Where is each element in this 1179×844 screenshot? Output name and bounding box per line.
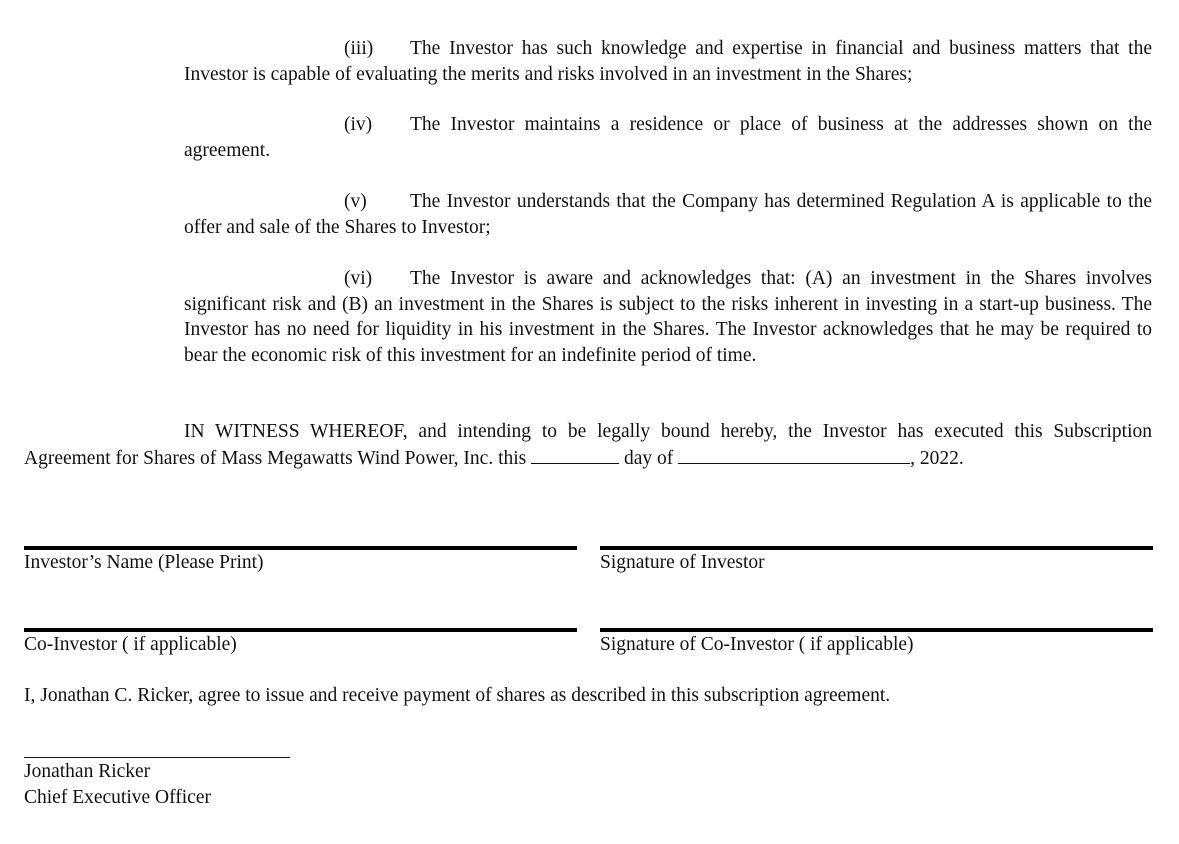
day-blank[interactable] xyxy=(531,445,619,464)
clause-iii xyxy=(184,36,1152,87)
co-investor-label: Co-Investor ( if applicable) xyxy=(24,634,237,655)
witness-paragraph xyxy=(24,419,1152,471)
investor-name-label: Investor’s Name (Please Print) xyxy=(24,552,264,573)
witness-year: , 2022. xyxy=(910,447,964,469)
witness-day-word: day of xyxy=(624,447,674,469)
co-investor-signature-label: Signature of Co-Investor ( if applicable) xyxy=(600,634,914,655)
witness-lead: IN WITNESS WHEREOF, and intending to be legally bound hereby, the Investor has executed this Subscription Agreement for Shares of Mass Megawatts Wind Power, Inc. this xyxy=(24,421,1152,469)
clause-v xyxy=(184,189,1152,240)
issuer-statement: I, Jonathan C. Ricker, agree to issue and receive payment of shares as described in this subscription agreement. xyxy=(24,685,891,706)
clause-text: The Investor maintains a residence or place of business at the addresses shown on the agreement. xyxy=(184,114,1152,161)
clause-text: The Investor has such knowledge and expertise in financial and business matters that the Investor is capable of evaluating the merits and risks involved in an investment in the Shares; xyxy=(184,38,1152,85)
officer-signature-line[interactable] xyxy=(24,757,290,758)
clause-iv xyxy=(184,112,1152,163)
clause-vi xyxy=(184,266,1152,368)
clause-number: (iii) xyxy=(344,38,374,59)
officer-name: Jonathan Ricker xyxy=(24,761,151,782)
clause-text: The Investor understands that the Company has determined Regulation A is applicable to the offer and sale of the Shares to Investor; xyxy=(184,191,1152,238)
month-blank[interactable] xyxy=(678,445,910,464)
clause-number: (v) xyxy=(344,191,367,212)
clause-number: (iv) xyxy=(344,114,373,135)
investor-signature-label: Signature of Investor xyxy=(600,552,765,573)
clause-number: (vi) xyxy=(344,268,373,289)
clause-text: The Investor is aware and acknowledges that: (A) an investment in the Shares involves significant risk and (B) an investment in the Shares is subject to the risks inherent in investing in a start-up business. The Investor has no need for liquidity in his investment in the Shares. The Investor acknowledges that he may be required to bear the economic risk of this investment for an indefinite period of time. xyxy=(184,268,1152,366)
officer-title: Chief Executive Officer xyxy=(24,787,211,808)
